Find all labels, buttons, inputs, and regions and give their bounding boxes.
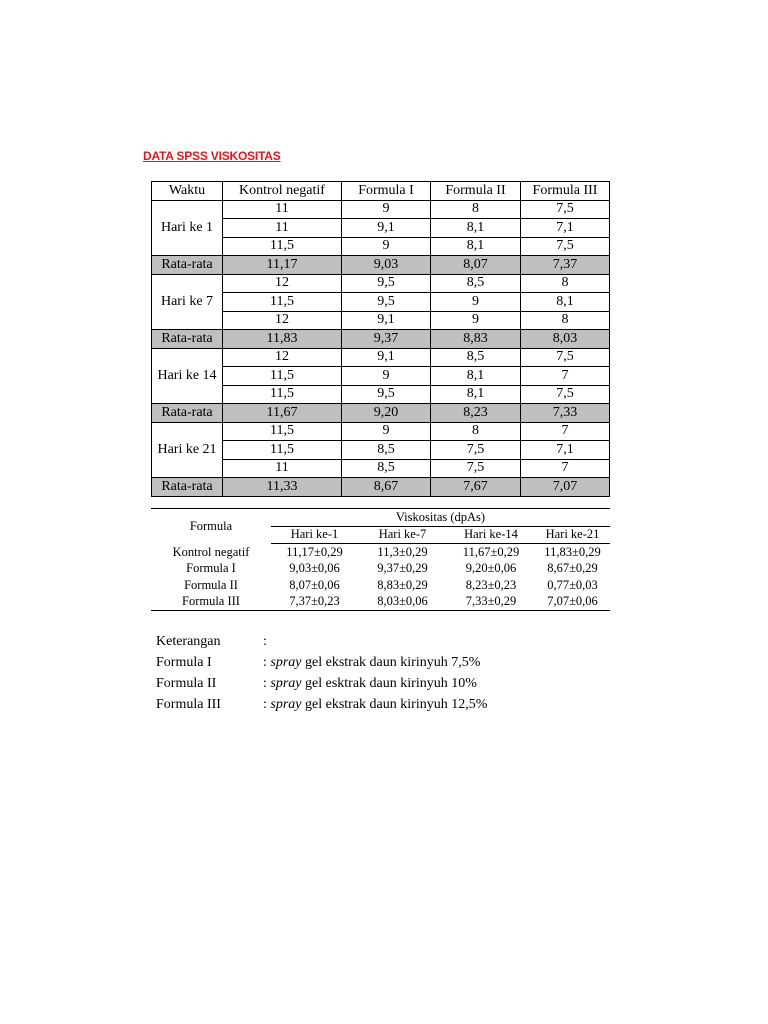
average-row <box>152 330 610 349</box>
note-key: Formula I <box>156 655 212 670</box>
summary-header-day: Hari ke-7 <box>358 526 447 544</box>
note-value <box>263 694 487 715</box>
value-cell: 7,1 <box>521 441 610 460</box>
average-cell: 7,33 <box>521 404 610 423</box>
note-prefix: : <box>263 676 271 691</box>
average-cell: 7,37 <box>521 256 610 275</box>
summary-value-cell: 11,3±0,29 <box>377 544 428 559</box>
summary-formula-name: Formula II <box>184 577 238 592</box>
summary-value-cell: 11,83±0,29 <box>544 544 601 559</box>
value-cell: 11 <box>223 200 342 219</box>
summary-value-cell: 7,33±0,29 <box>447 594 535 611</box>
value-cell: 9,1 <box>342 219 431 238</box>
viscosity-raw-table <box>151 181 610 497</box>
value-cell: 11 <box>223 219 342 238</box>
note-key: Formula II <box>156 676 217 691</box>
value-cell: 7,5 <box>431 459 521 478</box>
value-cell: 8,1 <box>431 385 521 404</box>
notes-block <box>156 631 487 715</box>
value-cell: 7,5 <box>431 441 521 460</box>
value-cell: 8,5 <box>431 274 521 293</box>
summary-group-header-row <box>151 509 610 527</box>
summary-row <box>151 561 610 578</box>
value-cell: 7,5 <box>521 348 610 367</box>
value-cell: 8 <box>521 274 610 293</box>
table-row <box>152 274 610 293</box>
average-row <box>152 478 610 497</box>
value-cell: 9 <box>342 237 431 256</box>
document-title: DATA SPSS VISKOSITAS <box>143 149 281 163</box>
note-italic-term: spray <box>270 676 302 691</box>
value-cell: 9 <box>431 293 521 312</box>
summary-value-cell: 11,67±0,29 <box>462 544 520 559</box>
note-prefix: : <box>263 655 271 670</box>
header-waktu: Waktu <box>152 182 223 201</box>
summary-formula-name: Formula I <box>186 561 236 576</box>
value-cell: 7 <box>521 367 610 386</box>
value-cell: 8,1 <box>431 219 521 238</box>
average-label: Rata-rata <box>152 330 223 349</box>
summary-value-cell: 0,77±0,03 <box>547 577 598 592</box>
value-cell: 11,5 <box>223 441 342 460</box>
header-formula-3: Formula III <box>521 182 610 201</box>
value-cell: 8,5 <box>342 441 431 460</box>
summary-header-formula: Formula <box>151 509 271 544</box>
waktu-cell: Hari ke 1 <box>152 200 223 256</box>
header-formula-1: Formula I <box>342 182 431 201</box>
note-key: Formula III <box>156 697 221 712</box>
summary-value-cell: 8,07±0,06 <box>289 577 340 592</box>
value-cell: 9 <box>342 367 431 386</box>
average-label: Rata-rata <box>152 256 223 275</box>
table-row <box>152 422 610 441</box>
note-value <box>263 652 480 673</box>
summary-body <box>151 509 610 611</box>
summary-header-day: Hari ke-21 <box>535 526 610 544</box>
value-cell: 8,5 <box>431 348 521 367</box>
viscosity-summary-table <box>151 508 610 611</box>
summary-header-day: Hari ke-1 <box>271 526 358 544</box>
waktu-cell: Hari ke 14 <box>152 348 223 404</box>
note-prefix: : <box>263 697 271 712</box>
notes-heading: Keterangan <box>156 634 221 649</box>
summary-value-cell: 8,67±0,29 <box>547 561 598 576</box>
value-cell: 7 <box>521 422 610 441</box>
summary-value-cell: 7,07±0,06 <box>535 594 610 611</box>
summary-value-cell: 7,37±0,23 <box>271 594 358 611</box>
value-cell: 7,1 <box>521 219 610 238</box>
value-cell: 9 <box>342 422 431 441</box>
average-cell: 9,03 <box>342 256 431 275</box>
summary-value-cell: 8,03±0,06 <box>358 594 447 611</box>
value-cell: 9,1 <box>342 311 431 330</box>
value-cell: 7,5 <box>521 385 610 404</box>
value-cell: 9,5 <box>342 274 431 293</box>
value-cell: 9 <box>342 200 431 219</box>
average-cell: 11,67 <box>223 404 342 423</box>
average-label: Rata-rata <box>152 404 223 423</box>
note-row <box>156 652 487 673</box>
summary-row <box>151 594 610 611</box>
average-cell: 8,07 <box>431 256 521 275</box>
value-cell: 7 <box>521 459 610 478</box>
summary-header-day: Hari ke-14 <box>447 526 535 544</box>
value-cell: 8,1 <box>431 237 521 256</box>
notes-heading-sep: : <box>263 634 267 649</box>
note-description: gel esktrak daun kirinyuh 10% <box>301 676 477 691</box>
note-description: gel ekstrak daun kirinyuh 7,5% <box>301 655 481 670</box>
value-cell: 11 <box>223 459 342 478</box>
table-row <box>152 348 610 367</box>
summary-value-cell: 9,37±0,29 <box>377 561 428 576</box>
summary-formula-name: Formula III <box>151 594 271 611</box>
value-cell: 8 <box>521 311 610 330</box>
average-cell: 8,67 <box>342 478 431 497</box>
value-cell: 11,5 <box>223 237 342 256</box>
value-cell: 11,5 <box>223 367 342 386</box>
average-cell: 8,03 <box>521 330 610 349</box>
value-cell: 11,5 <box>223 293 342 312</box>
summary-value-cell: 9,03±0,06 <box>289 561 340 576</box>
value-cell: 9,1 <box>342 348 431 367</box>
summary-value-cell: 9,20±0,06 <box>465 561 517 576</box>
value-cell: 11,5 <box>223 422 342 441</box>
note-description: gel ekstrak daun kirinyuh 12,5% <box>301 697 488 712</box>
value-cell: 8,1 <box>521 293 610 312</box>
table-row <box>152 200 610 219</box>
summary-row <box>151 544 610 561</box>
value-cell: 9,5 <box>342 293 431 312</box>
summary-formula-name: Kontrol negatif <box>172 544 250 559</box>
value-cell: 8 <box>431 200 521 219</box>
value-cell: 8,1 <box>431 367 521 386</box>
table-body <box>152 200 610 496</box>
table-header-row <box>152 182 610 201</box>
value-cell: 12 <box>223 274 342 293</box>
value-cell: 7,5 <box>521 200 610 219</box>
average-cell: 11,83 <box>223 330 342 349</box>
average-cell: 9,37 <box>342 330 431 349</box>
value-cell: 12 <box>223 311 342 330</box>
value-cell: 11,5 <box>223 385 342 404</box>
waktu-cell: Hari ke 7 <box>152 274 223 330</box>
average-cell: 11,17 <box>223 256 342 275</box>
summary-value-cell: 11,17±0,29 <box>286 544 343 559</box>
header-kontrol-negatif: Kontrol negatif <box>223 182 342 201</box>
note-row <box>156 673 487 694</box>
value-cell: 8,5 <box>342 459 431 478</box>
summary-header-viskositas: Viskositas (dpAs) <box>271 509 610 527</box>
summary-row <box>151 577 610 594</box>
value-cell: 9,5 <box>342 385 431 404</box>
notes-heading-row <box>156 631 487 652</box>
average-row <box>152 256 610 275</box>
average-cell: 7,07 <box>521 478 610 497</box>
average-cell: 11,33 <box>223 478 342 497</box>
value-cell: 7,5 <box>521 237 610 256</box>
note-italic-term: spray <box>270 697 302 712</box>
header-formula-2: Formula II <box>431 182 521 201</box>
note-italic-term: spray <box>270 655 302 670</box>
waktu-cell: Hari ke 21 <box>152 422 223 478</box>
value-cell: 12 <box>223 348 342 367</box>
average-row <box>152 404 610 423</box>
average-cell: 9,20 <box>342 404 431 423</box>
summary-value-cell: 8,23±0,23 <box>465 577 517 592</box>
note-row <box>156 694 487 715</box>
average-label: Rata-rata <box>152 478 223 497</box>
summary-value-cell: 8,83±0,29 <box>377 577 428 592</box>
value-cell: 9 <box>431 311 521 330</box>
average-cell: 7,67 <box>431 478 521 497</box>
average-cell: 8,23 <box>431 404 521 423</box>
note-value <box>263 673 477 694</box>
average-cell: 8,83 <box>431 330 521 349</box>
value-cell: 8 <box>431 422 521 441</box>
